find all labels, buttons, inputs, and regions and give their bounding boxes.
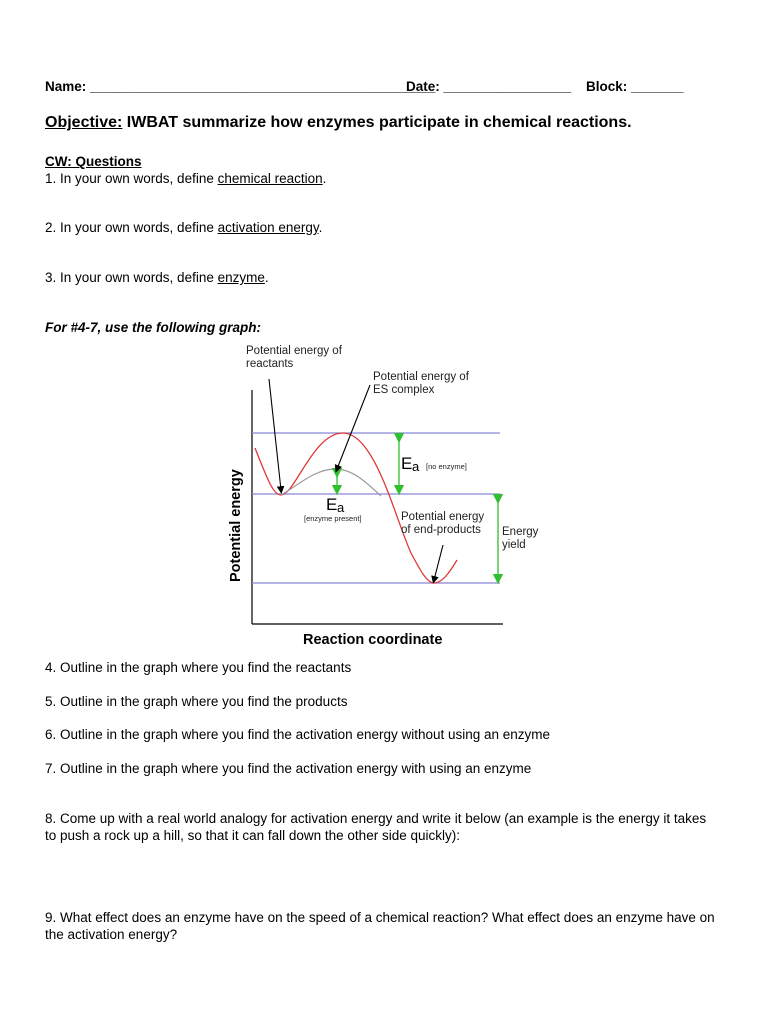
objective-text: IWBAT summarize how enzymes participate in chemical reactions. bbox=[122, 114, 632, 131]
es-complex-pointer bbox=[337, 385, 370, 469]
es-complex-label-2: ES complex bbox=[373, 384, 435, 396]
question-1-term: chemical reaction bbox=[217, 171, 323, 186]
question-9: 9. What effect does an enzyme have on the speed of a chemical reaction? What effect does an enzyme have on the activation energy? bbox=[45, 910, 715, 942]
question-2-term: activation energy bbox=[217, 220, 319, 235]
question-2-text: 2. In your own words, define bbox=[45, 220, 218, 235]
question-6: 6. Outline in the graph where you find the activation energy without using an enzyme bbox=[45, 727, 551, 742]
question-3-text: 3. In your own words, define bbox=[45, 270, 218, 285]
ea-enzyme-symbol: E bbox=[326, 495, 338, 514]
reactants-pointer bbox=[269, 379, 281, 490]
reactants-label-2: reactants bbox=[246, 358, 294, 370]
ea-no-enzyme-subscript: a bbox=[412, 459, 420, 474]
block-field[interactable]: Block: _______ bbox=[586, 79, 684, 94]
name-field[interactable]: Name: ______________________________________________ bbox=[45, 79, 436, 94]
x-axis-label: Reaction coordinate bbox=[303, 632, 443, 648]
products-pointer bbox=[434, 545, 443, 580]
question-3 bbox=[45, 270, 269, 285]
energy-diagram bbox=[215, 338, 555, 650]
energy-yield-label-1: Energy bbox=[502, 526, 539, 538]
question-4: 4. Outline in the graph where you find the reactants bbox=[45, 660, 352, 675]
ea-enzyme-subscript: a bbox=[337, 500, 345, 515]
question-5: 5. Outline in the graph where you find the products bbox=[45, 694, 348, 709]
reactants-label-1: Potential energy of bbox=[246, 345, 342, 357]
ea-no-enzyme-symbol: E bbox=[401, 454, 413, 473]
objective bbox=[45, 114, 632, 132]
question-1 bbox=[45, 171, 326, 186]
y-axis-label: Potential energy bbox=[228, 469, 244, 582]
section-title: CW: Questions bbox=[45, 154, 142, 169]
objective-label: Objective: bbox=[45, 114, 123, 131]
enzyme-curve bbox=[281, 469, 381, 496]
question-3-term: enzyme bbox=[217, 270, 265, 285]
question-3-period: . bbox=[264, 270, 269, 285]
header-row bbox=[45, 79, 725, 99]
products-label-2: of end-products bbox=[401, 524, 481, 536]
question-2 bbox=[45, 220, 322, 235]
products-label-1: Potential energy bbox=[401, 511, 485, 523]
question-2-period: . bbox=[318, 220, 323, 235]
question-7: 7. Outline in the graph where you find the activation energy with using an enzyme bbox=[45, 761, 532, 776]
date-field[interactable]: Date: _________________ bbox=[406, 79, 572, 94]
graph-intro: For #4-7, use the following graph: bbox=[45, 320, 262, 335]
question-1-text: 1. In your own words, define bbox=[45, 171, 218, 186]
no-enzyme-curve bbox=[255, 433, 457, 583]
ea-enzyme-note: [enzyme present] bbox=[304, 514, 362, 523]
es-complex-label-1: Potential energy of bbox=[373, 371, 469, 383]
energy-yield-label-2: yield bbox=[502, 539, 526, 551]
question-1-period: . bbox=[322, 171, 327, 186]
ea-no-enzyme-note: [no enzyme] bbox=[426, 462, 467, 471]
question-8: 8. Come up with a real world analogy for activation energy and write it below (an example is the energy it takes to push a rock up a hill, so that it can fall down the other side quickly): bbox=[45, 811, 707, 843]
